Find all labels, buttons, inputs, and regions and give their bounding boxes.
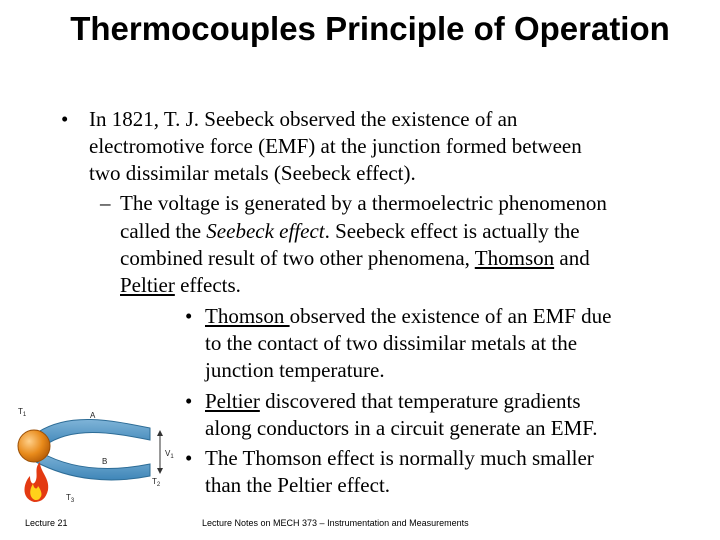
label-t3: $T_3$ (66, 493, 75, 504)
subsub-3-line-1: The Thomson effect is normally much smaller (205, 446, 594, 470)
text-span: observed the existence of an EMF due (289, 304, 612, 328)
subsub-bullet-marker: • (185, 304, 193, 328)
slide-title: Thermocouples Principle of Operation (70, 10, 670, 47)
bullet-1-line-1: In 1821, T. J. Seebeck observed the existence of an (89, 107, 518, 131)
junction-ball (18, 430, 50, 462)
footer-course-title: Lecture Notes on MECH 373 – Instrumentation and Measurements (202, 518, 469, 528)
label-b: B (102, 457, 108, 466)
bullet-1-line-3: two dissimilar metals (Seebeck effect). (89, 161, 416, 185)
label-a: A (90, 411, 96, 420)
thomson-underlined: Thomson (474, 246, 555, 270)
wire-b (36, 452, 150, 480)
label-v1: $V_1$ (165, 449, 174, 460)
sub-bullet-line-1: The voltage is generated by a thermoelectric phenomenon (120, 191, 607, 215)
subsub-1-line-3: junction temperature. (205, 358, 385, 382)
footer-lecture-number: Lecture 21 (25, 518, 68, 528)
subsub-2-line-2: along conductors in a circuit generate an EMF. (205, 416, 598, 440)
wire-a (38, 419, 150, 446)
text-span: combined result of two other phenomena, (120, 246, 475, 270)
peltier-underlined: Peltier (120, 273, 175, 297)
peltier-underlined: Peltier (205, 389, 260, 413)
sub-bullet-line-2 (120, 218, 580, 245)
thermocouple-diagram (10, 390, 180, 508)
text-span: and (554, 246, 590, 270)
subsub-2-line-1 (205, 388, 581, 415)
sub-bullet-marker: – (100, 191, 111, 215)
sub-bullet-line-4 (120, 272, 241, 299)
subsub-1-line-2: to the contact of two dissimilar metals at the (205, 331, 578, 355)
text-span: . Seebeck effect is actually the (324, 219, 580, 243)
subsub-bullet-marker: • (185, 446, 193, 470)
label-t1: $T_1$ (18, 407, 27, 418)
text-span: called the (120, 219, 207, 243)
label-t2: $T_2$ (152, 477, 161, 488)
sub-bullet-line-3 (120, 245, 590, 272)
subsub-bullet-marker: • (185, 389, 193, 413)
subsub-1-line-1 (205, 303, 612, 330)
seebeck-effect-emphasis: Seebeck effect (206, 219, 325, 243)
text-span: discovered that temperature gradients (259, 389, 581, 413)
subsub-3-line-2: than the Peltier effect. (205, 473, 391, 497)
arrow-head-down (157, 468, 163, 474)
arrow-head-up (157, 430, 163, 436)
bullet-1-line-2: electromotive force (EMF) at the junction formed between (89, 134, 582, 158)
flame-icon (25, 462, 49, 502)
text-span: effects. (174, 273, 241, 297)
bullet-marker: • (61, 107, 69, 131)
thomson-underlined: Thomson (205, 304, 290, 328)
